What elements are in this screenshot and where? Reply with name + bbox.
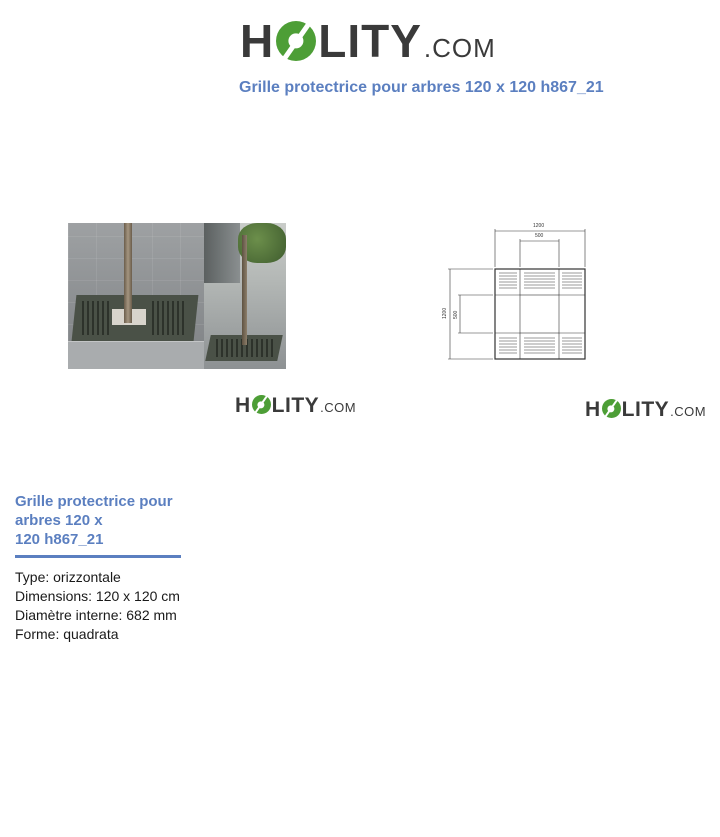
drawing-inner-label: 500: [535, 233, 544, 239]
brand-logo[interactable]: [240, 14, 496, 68]
page-title: Grille protectrice pour arbres 120 x 120 h867_21: [239, 79, 604, 96]
product-title-line: 120 h867_21: [15, 531, 104, 548]
spec-inner-diameter: Diamètre interne: 682 mm: [15, 607, 177, 623]
logo-circle-icon: [602, 399, 621, 418]
spec-list: [15, 568, 215, 644]
product-title: [15, 492, 215, 549]
logo-circle-icon: [252, 395, 271, 414]
brand-logo-small: H LITY .COM: [585, 398, 707, 421]
logo-text: LITY: [318, 15, 422, 67]
drawing-height-label: 1200: [442, 307, 448, 319]
spec-type: Type: orizzontale: [15, 569, 121, 585]
brand-logo-small: H LITY .COM: [235, 394, 357, 417]
drawing-width-label: 1200: [533, 223, 545, 229]
product-title-line: Grille protectrice pour: [15, 493, 173, 510]
logo-h: H: [240, 15, 275, 67]
product-card: [15, 492, 215, 644]
title-underline: [15, 555, 181, 558]
spec-shape: Forme: quadrata: [15, 626, 119, 642]
product-photo: [68, 223, 286, 369]
spec-dimensions: Dimensions: 120 x 120 cm: [15, 588, 180, 604]
technical-drawing: [440, 215, 590, 365]
logo-com: .COM: [423, 33, 496, 63]
drawing-inner-height-label: 500: [453, 310, 459, 319]
product-title-line: arbres 120 x: [15, 512, 103, 529]
logo-circle-icon: [276, 21, 316, 61]
